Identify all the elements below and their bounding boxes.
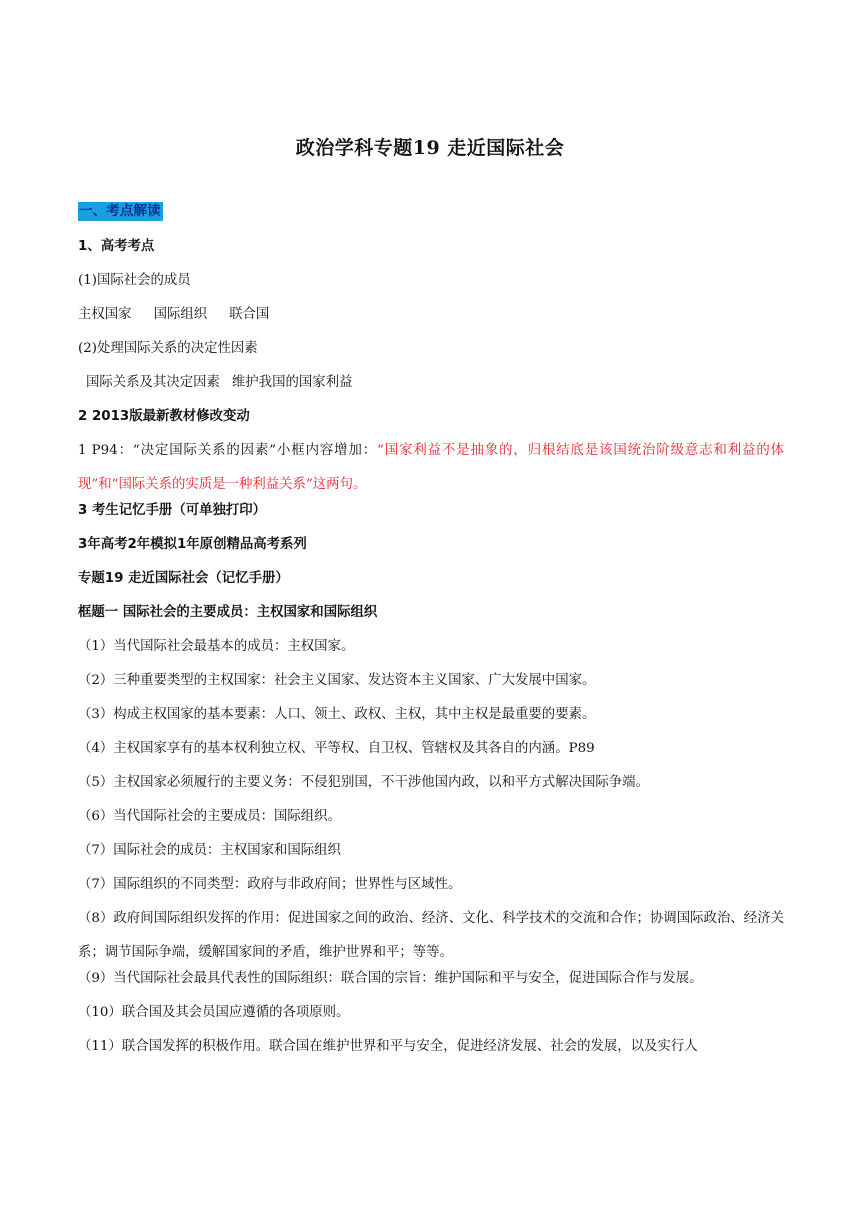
document-body	[78, 202, 784, 1072]
list-item: （6）当代国际社会的主要成员：国际组织。	[78, 809, 341, 824]
list-item: （10）联合国及其会员国应遵循的各项原则。	[78, 1005, 350, 1020]
heading-2013-changes: 2 2013版最新教材修改变动	[78, 409, 250, 424]
list-item: （3）构成主权国家的基本要素：人口、领土、政权、主权，其中主权是最重要的要素。	[78, 707, 596, 722]
heading-memory-handbook: 3 考生记忆手册（可单独打印）	[78, 503, 267, 518]
term-intl-relations: 国际关系及其决定因素	[86, 375, 220, 390]
section-heading: 一、考点解读	[79, 203, 161, 219]
list-item: （4）主权国家享有的基本权利独立权、平等权、自卫权、管辖权及其各自的内涵。P89	[78, 741, 595, 756]
list-item: （5）主权国家必须履行的主要义务：不侵犯别国，不干涉他国内政，以和平方式解决国际争端。	[78, 775, 649, 790]
list-item: （7）国际社会的成员：主权国家和国际组织	[78, 843, 341, 858]
change-note-highlight: “国家利益不是抽象的，归根结底是该国统治阶级意志和利益的体现”和“国际关系的实质是一种利益关系”这两句。	[78, 443, 785, 492]
series-title: 3年高考2年模拟1年原创精品高考系列	[78, 537, 307, 552]
term-sovereign-state: 主权国家	[78, 307, 132, 322]
list-item: （8）政府间国际组织发挥的作用：促进国家之间的政治、经济、文化、科学技术的交流和合作；协调国际政治、经济关系；调节国际争端，缓解国家间的矛盾，维护世界和平；等等。	[78, 911, 784, 960]
heading-gaokao: 1、高考考点	[78, 239, 155, 254]
list-item: （11）联合国发挥的积极作用。联合国在维护世界和平与安全，促进经济发展、社会的发展，以及实行人	[78, 1039, 698, 1054]
change-note-prefix: 1 P94：“决定国际关系的因素”小框内容增加：	[78, 443, 378, 458]
list-item: （9）当代国际社会最具代表性的国际组织：联合国的宗旨：维护国际和平与安全，促进国际合作与发展。	[78, 971, 703, 986]
item-2: (2)处理国际关系的决定性因素	[78, 341, 258, 356]
document-title: 政治学科专题19 走近国际社会	[295, 137, 565, 159]
change-note	[78, 434, 784, 502]
topic-title: 专题19 走近国际社会（记忆手册）	[78, 571, 289, 586]
list-item: （1）当代国际社会最基本的成员：主权国家。	[78, 639, 355, 654]
item-1: (1)国际社会的成员	[78, 273, 191, 288]
item-2-terms	[78, 374, 784, 391]
term-national-interest: 维护我国的国家利益	[231, 375, 353, 390]
section-heading-row	[78, 202, 784, 221]
term-international-org: 国际组织	[153, 307, 208, 322]
frame-title: 框题一 国际社会的主要成员：主权国家和国际组织	[78, 605, 378, 620]
list-item: （7）国际组织的不同类型：政府与非政府间；世界性与区域性。	[78, 877, 462, 892]
list-item: （2）三种重要类型的主权国家：社会主义国家、发达资本主义国家、广大发展中国家。	[78, 673, 596, 688]
term-un: 联合国	[229, 307, 270, 322]
item-1-terms	[78, 306, 784, 323]
